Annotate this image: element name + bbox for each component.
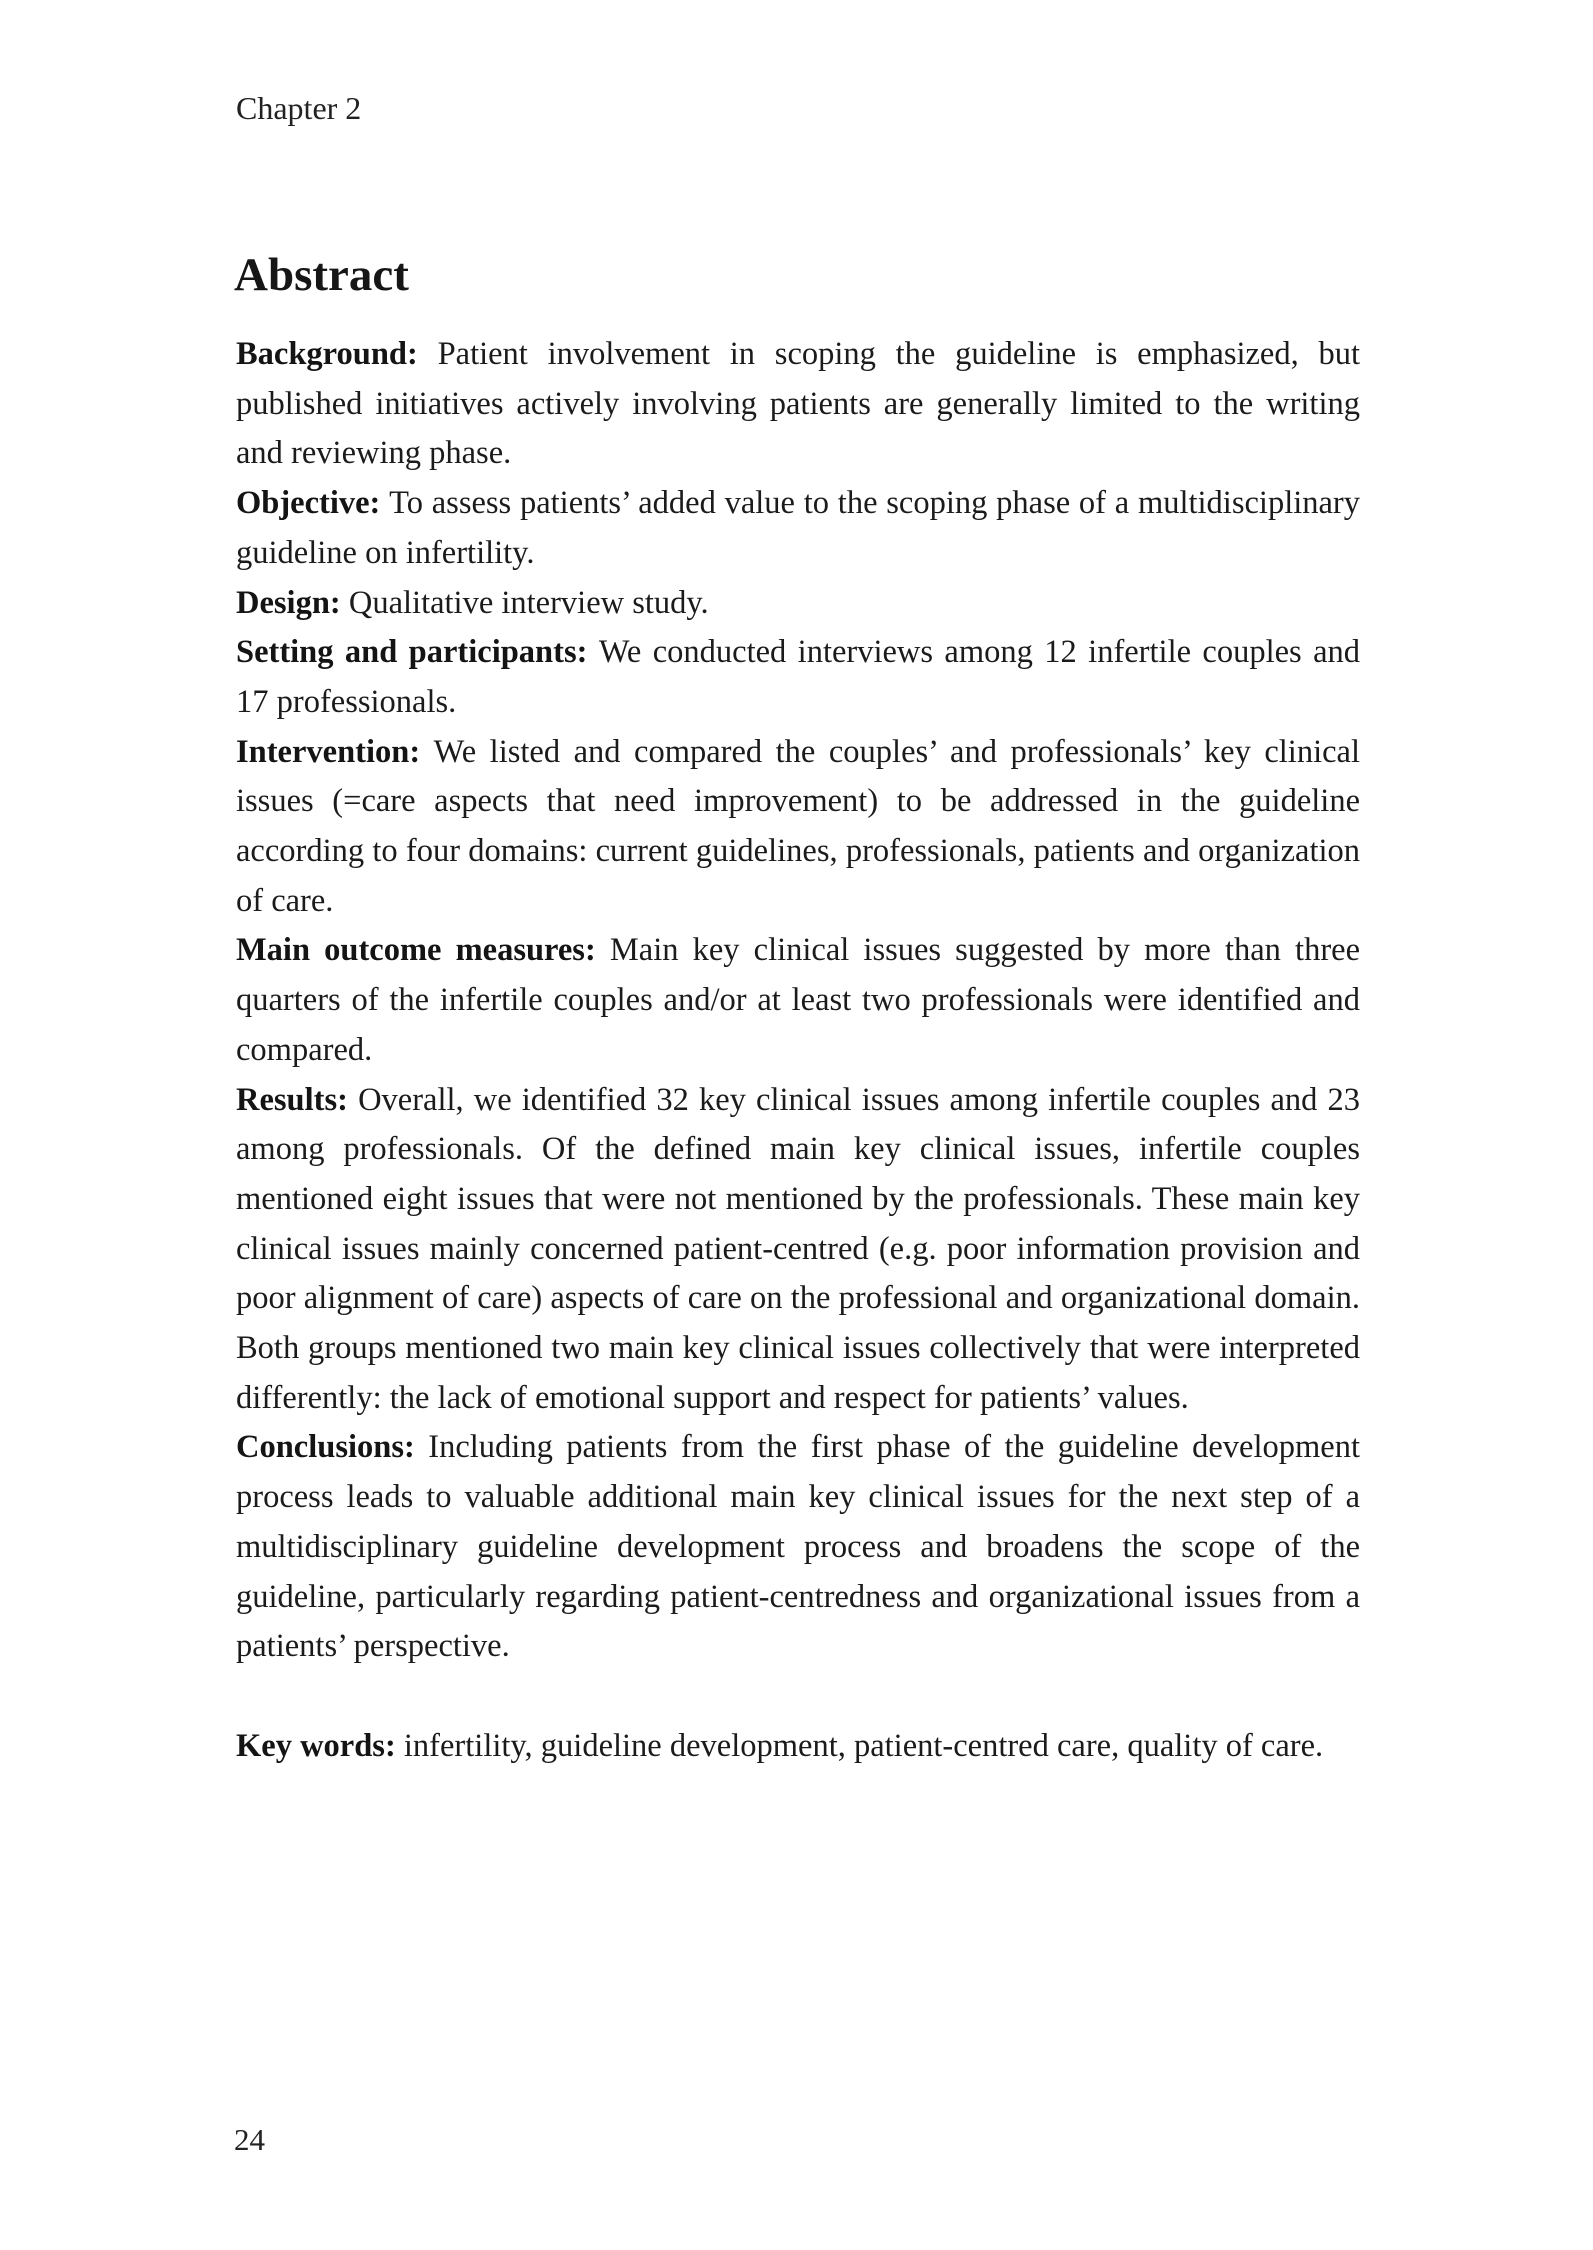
- paragraph-label-conclusions: Conclusions:: [236, 1429, 429, 1466]
- abstract-body: [236, 330, 1360, 1772]
- paragraph-label-main-outcome-measures: Main outcome measures:: [236, 932, 610, 969]
- paragraph-text-conclusions: Including patients from the first phase of the guideline development process leads to valuable additional main key clinical issues for the next step of a multidisciplinary guideline development process and broadens the scope of the guideline, particularly regarding patient-centredness and organizational issues from a patients’ perspective.: [236, 1429, 1360, 1665]
- paragraph-label-objective: Objective:: [236, 485, 390, 522]
- paragraph-text-results: Overall, we identified 32 key clinical issues among infertile couples and 23 among professionals. Of the defined main key clinical issues, infertile couples mentioned eight issues that were not mentioned by the professionals. These main key clinical issues mainly concerned patient-centred (e.g. poor information provision and poor alignment of care) aspects of care on the professional and organizational domain. Both groups mentioned two main key clinical issues collectively that were interpreted differently: the lack of emotional support and respect for patients’ values.: [236, 1081, 1360, 1416]
- paragraph-objective: [236, 479, 1360, 578]
- paragraph-conclusions: [236, 1423, 1360, 1672]
- paragraph-main-outcome-measures: [236, 926, 1360, 1075]
- page-title: Abstract: [234, 249, 409, 302]
- paragraph-text-intervention: We listed and compared the couples’ and professionals’ key clinical issues (=care aspects that need improvement) to be addressed in the guideline according to four domains: current guidelines, professionals, patients and organization of care.: [236, 733, 1360, 919]
- paragraph-label-background: Background:: [236, 336, 438, 372]
- paragraph-text-keywords: infertility, guideline development, patient-centred care, quality of care.: [403, 1727, 1324, 1764]
- paragraph-intervention: [236, 728, 1360, 927]
- paragraph-label-setting-participants: Setting and participants:: [236, 634, 599, 671]
- chapter-header: Chapter 2: [236, 90, 362, 126]
- paragraph-label-design: Design:: [236, 584, 349, 621]
- paragraph-text-objective: To assess patients’ added value to the scoping phase of a multidisciplinary guideline on infertility.: [236, 485, 1360, 571]
- page-number: 24: [234, 2122, 265, 2157]
- paragraph-text-design: Qualitative interview study.: [348, 584, 709, 621]
- paragraph-design: [236, 579, 1360, 629]
- paragraph-label-intervention: Intervention:: [236, 733, 434, 770]
- paragraph-results: [236, 1076, 1360, 1424]
- paragraph-text-setting-participants: We conducted interviews among 12 infertile couples and 17 professionals.: [236, 634, 1361, 720]
- paragraph-setting-participants: [236, 628, 1360, 727]
- paragraph-text-background: Patient involvement in scoping the guideline is emphasized, but published initiatives actively involving patients are generally limited to the writing and reviewing phase.: [236, 336, 1360, 472]
- paragraph-keywords: [236, 1722, 1360, 1772]
- paragraph-background: [236, 330, 1360, 479]
- paragraph-label-results: Results:: [236, 1081, 359, 1118]
- paragraph-text-main-outcome-measures: Main key clinical issues suggested by more than three quarters of the infertile couples and/or at least two professionals were identified and compared.: [236, 932, 1360, 1068]
- paragraph-label-keywords: Key words:: [236, 1727, 404, 1764]
